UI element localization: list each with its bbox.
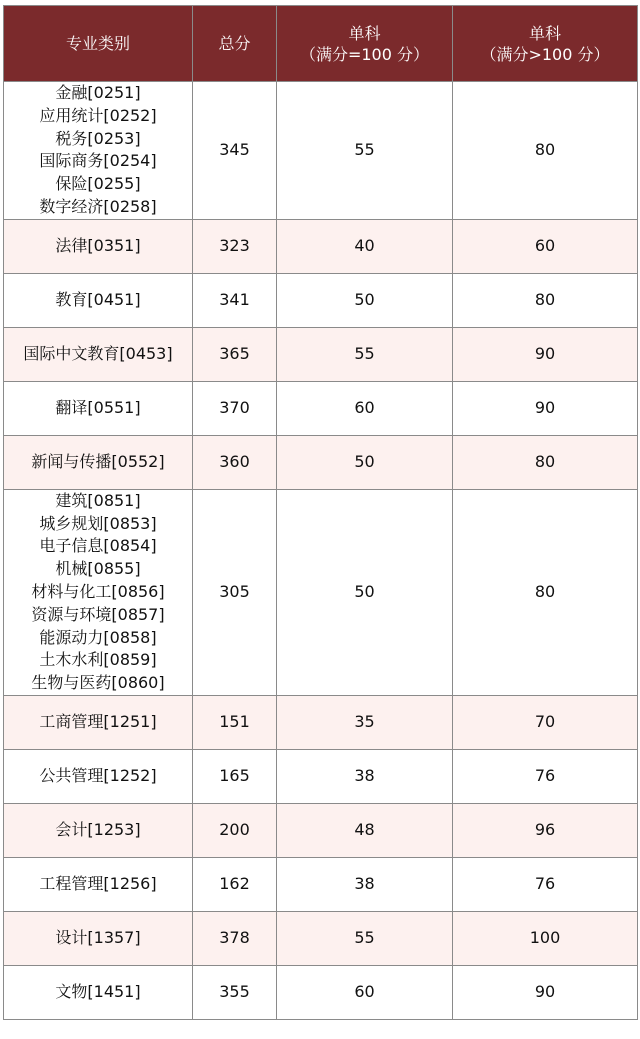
single-over-100-score-cell: 80 [453,82,638,220]
table-row [4,857,638,911]
category-cell [4,435,193,489]
category-item: 国际商务[0254] [39,151,157,171]
category-cell [4,857,193,911]
table-row [4,327,638,381]
category-cell [4,489,193,695]
category-item: 保险[0255] [55,174,141,194]
category-item: 教育[0451] [55,289,141,309]
single-over-100-score-cell: 90 [453,381,638,435]
single-over-100-score-cell: 80 [453,489,638,695]
category-cell [4,273,193,327]
category-item: 会计[1253] [55,820,141,840]
single-100-score-cell: 38 [277,749,453,803]
category-item: 建筑[0851] [55,490,141,510]
table-body [4,82,638,1020]
single-100-score-cell: 50 [277,273,453,327]
category-item: 电子信息[0854] [39,536,157,556]
category-cell [4,749,193,803]
category-item: 税务[0253] [55,128,141,148]
category-item: 材料与化工[0856] [31,581,165,601]
single-over-100-score-cell: 90 [453,327,638,381]
total-score-cell: 200 [193,803,277,857]
table-row [4,749,638,803]
category-cell [4,219,193,273]
category-item: 城乡规划[0853] [39,513,157,533]
total-score-cell: 305 [193,489,277,695]
category-item: 国际中文教育[0453] [23,343,173,363]
table-row [4,695,638,749]
category-cell [4,911,193,965]
single-over-100-score-cell: 70 [453,695,638,749]
category-item: 设计[1357] [55,928,141,948]
category-item: 翻译[0551] [55,397,141,417]
total-score-cell: 151 [193,695,277,749]
category-item: 工商管理[1251] [39,712,157,732]
single-100-score-cell: 55 [277,327,453,381]
single-100-score-cell: 35 [277,695,453,749]
header-total: 总分 [193,6,277,82]
single-100-score-cell: 38 [277,857,453,911]
header-single-100: 单科 （满分=100 分） [277,6,453,82]
category-cell [4,327,193,381]
category-cell [4,803,193,857]
category-item: 数字经济[0258] [39,196,157,216]
category-item: 机械[0855] [55,559,141,579]
total-score-cell: 365 [193,327,277,381]
category-item: 土木水利[0859] [39,650,157,670]
single-over-100-score-cell: 96 [453,803,638,857]
single-100-score-cell: 60 [277,381,453,435]
total-score-cell: 378 [193,911,277,965]
single-over-100-score-cell: 76 [453,857,638,911]
category-item: 应用统计[0252] [39,105,157,125]
single-over-100-score-cell: 90 [453,965,638,1019]
total-score-cell: 355 [193,965,277,1019]
single-100-score-cell: 50 [277,489,453,695]
category-item: 法律[0351] [55,235,141,255]
table-row [4,965,638,1019]
table-row [4,435,638,489]
table-header [4,6,638,82]
single-100-score-cell: 48 [277,803,453,857]
category-item: 新闻与传播[0552] [31,451,165,471]
total-score-cell: 370 [193,381,277,435]
single-100-score-cell: 55 [277,82,453,220]
header-single-over-100: 单科 （满分>100 分） [453,6,638,82]
header-row [4,6,638,82]
category-item: 公共管理[1252] [39,766,157,786]
category-item: 能源动力[0858] [39,627,157,647]
single-over-100-score-cell: 80 [453,273,638,327]
total-score-cell: 162 [193,857,277,911]
total-score-cell: 345 [193,82,277,220]
category-item: 金融[0251] [55,83,141,102]
single-100-score-cell: 40 [277,219,453,273]
total-score-cell: 323 [193,219,277,273]
single-100-score-cell: 55 [277,911,453,965]
single-100-score-cell: 60 [277,965,453,1019]
table-row [4,381,638,435]
single-over-100-score-cell: 76 [453,749,638,803]
single-over-100-score-cell: 80 [453,435,638,489]
total-score-cell: 165 [193,749,277,803]
category-item: 文物[1451] [55,982,141,1002]
category-item: 生物与医药[0860] [31,673,165,693]
total-score-cell: 360 [193,435,277,489]
category-item: 工程管理[1256] [39,874,157,894]
single-over-100-score-cell: 60 [453,219,638,273]
category-cell [4,695,193,749]
category-cell [4,82,193,220]
table-row [4,219,638,273]
table-row [4,803,638,857]
table-row [4,273,638,327]
total-score-cell: 341 [193,273,277,327]
header-category: 专业类别 [4,6,193,82]
single-100-score-cell: 50 [277,435,453,489]
table-row [4,82,638,220]
table-row [4,489,638,695]
single-over-100-score-cell: 100 [453,911,638,965]
category-cell [4,965,193,1019]
category-cell [4,381,193,435]
table-row [4,911,638,965]
score-table [3,5,638,1020]
category-item: 资源与环境[0857] [31,604,165,624]
